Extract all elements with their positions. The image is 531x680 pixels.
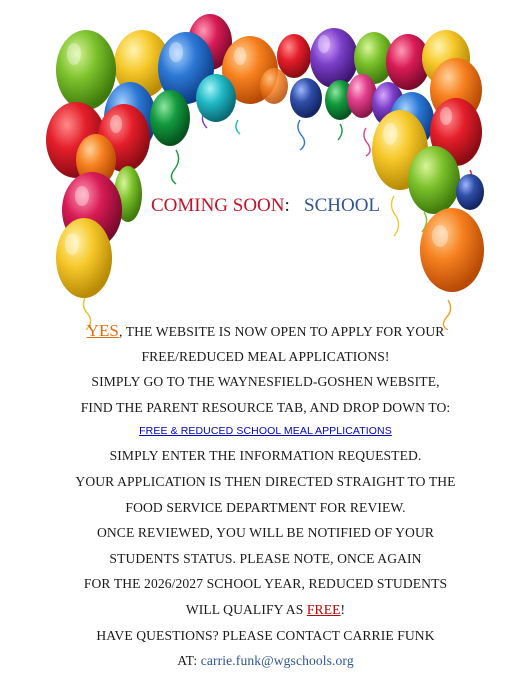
meal-applications-link[interactable]: FREE & REDUCED SCHOOL MEAL APPLICATIONS (139, 425, 392, 438)
headline-colon: : (284, 195, 305, 216)
headline-school: SCHOOL (304, 195, 381, 216)
body-line-11: FOR THE 2026/2027 SCHOOL YEAR, REDUCED STUDENTS (83, 576, 448, 592)
body-line-1 (0, 318, 531, 344)
body-line-12 (0, 597, 531, 623)
body-line-8: FOOD SERVICE DEPARTMENT FOR REVIEW. (125, 499, 406, 515)
free-emphasis: FREE (306, 601, 341, 617)
body-line-12-post: ! (340, 601, 346, 617)
headline-coming-soon: COMING SOON (150, 195, 285, 216)
announcement-body (0, 318, 531, 674)
body-line-12-pre: WILL QUALIFY AS (185, 601, 307, 617)
headline (0, 194, 531, 218)
contact-prefix: AT: (177, 653, 201, 669)
body-line-14 (0, 648, 531, 674)
body-line-link (0, 420, 531, 443)
body-line-2: FREE/REDUCED MEAL APPLICATIONS! (141, 348, 390, 364)
body-line-4: FIND THE PARENT RESOURCE TAB, AND DROP DOWN TO: (80, 399, 451, 415)
body-line-7: YOUR APPLICATION IS THEN DIRECTED STRAIGHT TO THE (75, 473, 456, 489)
contact-email[interactable]: carrie.funk@wgschools.org (200, 653, 354, 669)
body-line-3: SIMPLY GO TO THE WAYNESFIELD-GOSHEN WEBSITE, (91, 374, 440, 390)
balloon-arch-image (0, 0, 531, 330)
body-line-6: SIMPLY ENTER THE INFORMATION REQUESTED. (109, 448, 422, 464)
yes-emphasis: YES (86, 321, 119, 340)
body-line-9: ONCE REVIEWED, YOU WILL BE NOTIFIED OF YOUR (96, 525, 435, 541)
body-line-1-text: , THE WEBSITE IS NOW OPEN TO APPLY FOR YOUR (118, 324, 445, 339)
body-line-13: HAVE QUESTIONS? PLEASE CONTACT CARRIE FUNK (96, 627, 435, 643)
body-line-10: STUDENTS STATUS. PLEASE NOTE, ONCE AGAIN (109, 550, 422, 566)
